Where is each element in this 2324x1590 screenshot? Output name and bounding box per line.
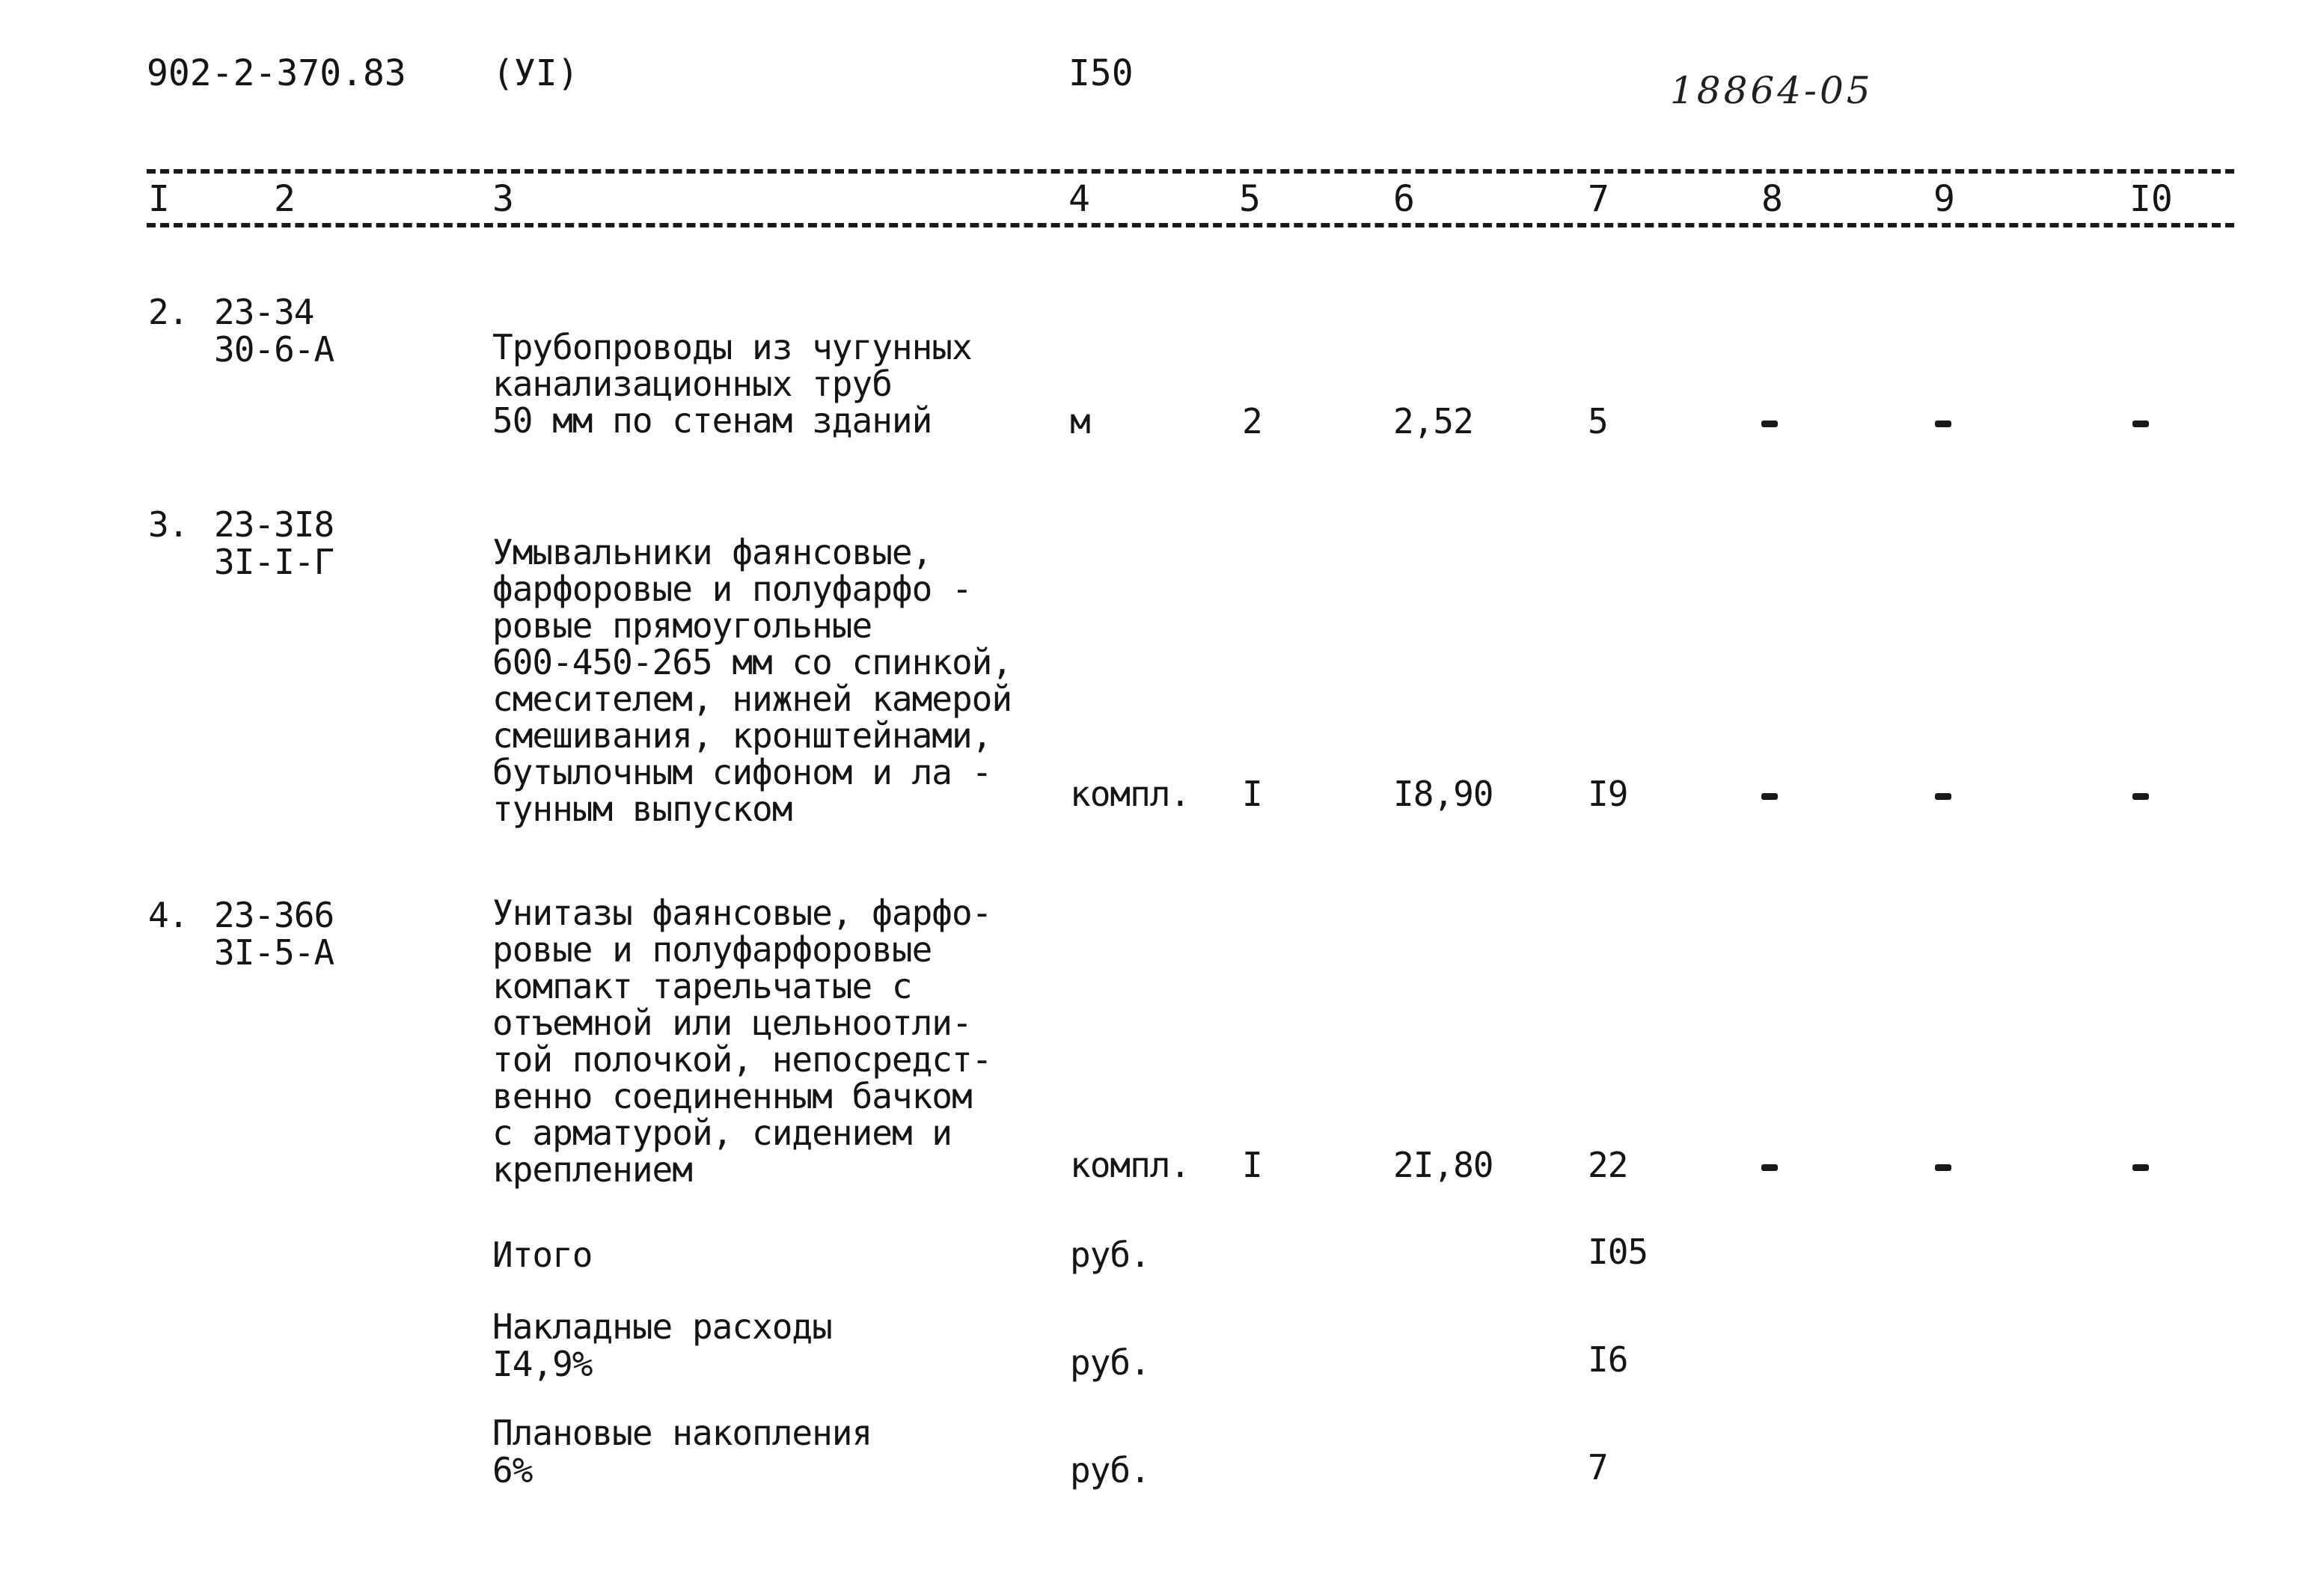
summary-unit: руб.	[1070, 1450, 1150, 1490]
quantity: 2	[1242, 401, 1262, 441]
summary-value: I05	[1588, 1232, 1648, 1272]
empty-cell-col8	[1761, 793, 1778, 800]
work-description: Унитазы фаянсовые, фарфо- ровые и полуфарфоровые компакт тарельчатые с отъемной или цельноотли- той полочкой, непосредст- венно соединенным бачком с арматурой, сидением и креплением	[492, 893, 992, 1190]
page-number: I50	[1068, 52, 1134, 94]
summary-label: Накладные расходы I4,9%	[492, 1306, 832, 1384]
header-top-rule	[147, 169, 2234, 174]
column-number: 9	[1933, 178, 1955, 220]
document-code: 902-2-370.83	[147, 52, 406, 94]
summary-unit: руб.	[1070, 1235, 1150, 1275]
empty-cell-col9	[1935, 1164, 1951, 1171]
unit: м	[1070, 401, 1090, 441]
column-number: 7	[1588, 178, 1609, 220]
unit: компл.	[1070, 1145, 1190, 1185]
empty-cell-col8	[1761, 1164, 1778, 1171]
quantity: I	[1242, 1145, 1262, 1185]
total-cost: 5	[1588, 401, 1608, 441]
header-bottom-rule	[147, 223, 2234, 227]
total-cost: 22	[1588, 1145, 1628, 1185]
summary-label: Плановые накопления 6%	[492, 1413, 872, 1490]
summary-unit: руб.	[1070, 1342, 1150, 1383]
summary-value: 7	[1588, 1447, 1608, 1487]
column-number: 3	[492, 178, 514, 220]
empty-cell-col10	[2132, 421, 2149, 427]
rate-code: 23-3I8 3I-I-Г	[214, 504, 334, 582]
work-description: Трубопроводы из чугунных канализационных труб 50 мм по стенам зданий	[492, 327, 972, 441]
column-number: 2	[274, 178, 296, 220]
row-number: 4.	[148, 895, 189, 935]
section-label: (УI)	[492, 52, 579, 94]
empty-cell-col8	[1761, 421, 1778, 427]
column-number: I0	[2129, 178, 2173, 220]
column-number: I	[148, 178, 170, 220]
row-number: 3.	[148, 504, 189, 545]
unit-price: 2,52	[1393, 401, 1473, 441]
rate-code: 23-34 30-6-A	[214, 292, 334, 370]
rate-code: 23-366 3I-5-A	[214, 895, 334, 973]
quantity: I	[1242, 774, 1262, 814]
handwritten-reference: 18864-05	[1670, 69, 1874, 112]
total-cost: I9	[1588, 774, 1628, 814]
summary-value: I6	[1588, 1339, 1628, 1380]
column-number: 5	[1239, 178, 1261, 220]
unit-price: I8,90	[1393, 774, 1493, 814]
unit: компл.	[1070, 774, 1190, 814]
summary-label: Итого	[492, 1235, 593, 1275]
work-description: Умывальники фаянсовые, фарфоровые и полуфарфо - ровые прямоугольные 600-450-265 мм со спинкой, смесителем, нижней камерой смешивания, кронштейнами, бутылочным сифоном и ла - тунным выпуском	[492, 532, 1012, 829]
empty-cell-col9	[1935, 421, 1951, 427]
column-number: 4	[1068, 178, 1090, 220]
unit-price: 2I,80	[1393, 1145, 1493, 1185]
empty-cell-col10	[2132, 1164, 2149, 1171]
column-number: 8	[1761, 178, 1783, 220]
column-number: 6	[1393, 178, 1415, 220]
empty-cell-col10	[2132, 793, 2149, 800]
empty-cell-col9	[1935, 793, 1951, 800]
row-number: 2.	[148, 292, 189, 332]
